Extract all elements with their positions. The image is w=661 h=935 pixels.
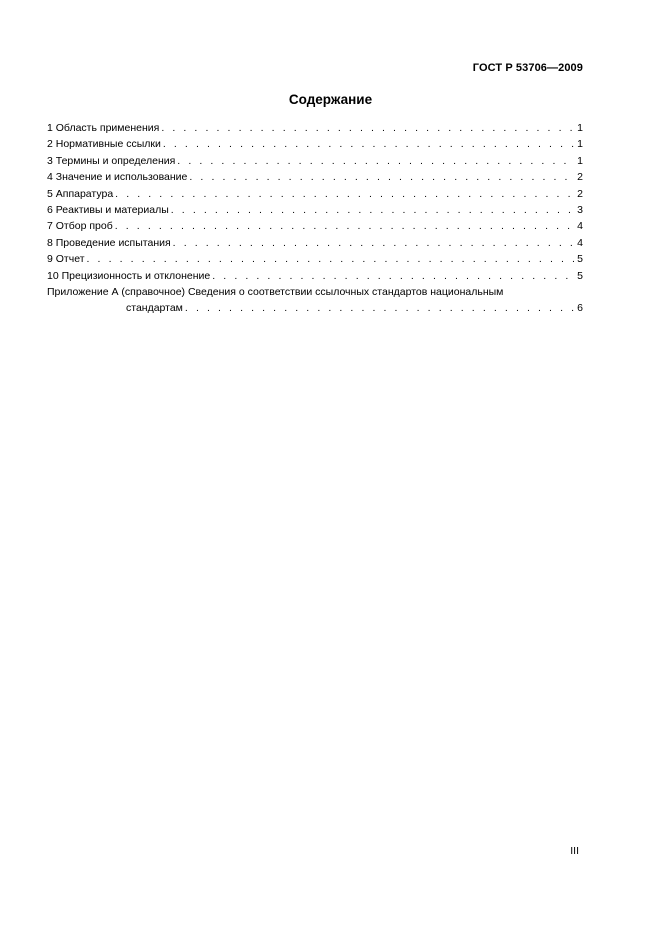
toc-entry-label: 8 Проведение испытания: [47, 236, 171, 249]
toc-entry-label: 1 Область применения: [47, 122, 160, 134]
toc-entry-label: 5 Аппаратура: [47, 187, 114, 200]
toc-entry-page: 4: [577, 220, 583, 233]
toc-appendix-title[interactable]: Приложение А (справочное) Сведения о соответствии ссылочных стандартов национальным: [47, 286, 504, 299]
table-of-contents: [47, 120, 583, 317]
toc-entry[interactable]: [47, 218, 583, 234]
toc-appendix-page: 6: [577, 302, 583, 315]
toc-entry-label: 10 Прецизионность и отклонение: [47, 269, 211, 282]
toc-entry-label: 3 Термины и определения: [47, 154, 176, 167]
toc-leader-dots: [85, 251, 575, 267]
toc-leader-dots: [161, 136, 574, 152]
toc-entry-page: 4: [577, 236, 583, 249]
toc-title: Содержание: [288, 92, 373, 107]
toc-leader-dots: [113, 186, 574, 202]
toc-leader-dots: [175, 153, 574, 169]
toc-entry-page: 1: [577, 122, 583, 134]
toc-entry-page: 1: [577, 154, 583, 167]
toc-entry-page: 2: [577, 187, 583, 200]
toc-leader-dots: [210, 268, 574, 284]
toc-leader-dots: [159, 120, 574, 136]
toc-entry-label: 7 Отбор проб: [47, 220, 113, 233]
toc-entry[interactable]: [47, 202, 583, 218]
toc-entry[interactable]: [47, 169, 583, 185]
toc-leader-dots: [113, 218, 574, 234]
toc-entry-label: 9 Отчет: [47, 253, 85, 266]
toc-appendix-entry[interactable]: [47, 300, 583, 316]
toc-entry[interactable]: [47, 186, 583, 202]
toc-entry-label: 2 Нормативные ссылки: [47, 138, 161, 151]
toc-leader-dots: [187, 169, 574, 185]
page-number: III: [570, 845, 579, 857]
toc-entry[interactable]: [47, 251, 583, 267]
toc-entry-page: 1: [577, 138, 583, 151]
toc-entry-label: 4 Значение и использование: [47, 171, 188, 184]
toc-entry-label: 6 Реактивы и материалы: [47, 204, 169, 217]
toc-entry-page: 5: [577, 253, 583, 266]
toc-appendix-label: стандартам: [126, 302, 183, 315]
toc-entry-page: 5: [577, 269, 583, 282]
toc-leader-dots: [171, 235, 574, 251]
toc-entry-page: 3: [577, 204, 583, 217]
toc-entry[interactable]: [47, 120, 583, 136]
toc-leader-dots: [183, 300, 574, 316]
document-code: ГОСТ Р 53706—2009: [472, 62, 583, 74]
toc-entry[interactable]: [47, 235, 583, 251]
toc-entry[interactable]: [47, 136, 583, 152]
toc-leader-dots: [169, 202, 574, 218]
toc-entry[interactable]: [47, 153, 583, 169]
toc-entry-page: 2: [577, 171, 583, 184]
toc-entry[interactable]: [47, 268, 583, 284]
